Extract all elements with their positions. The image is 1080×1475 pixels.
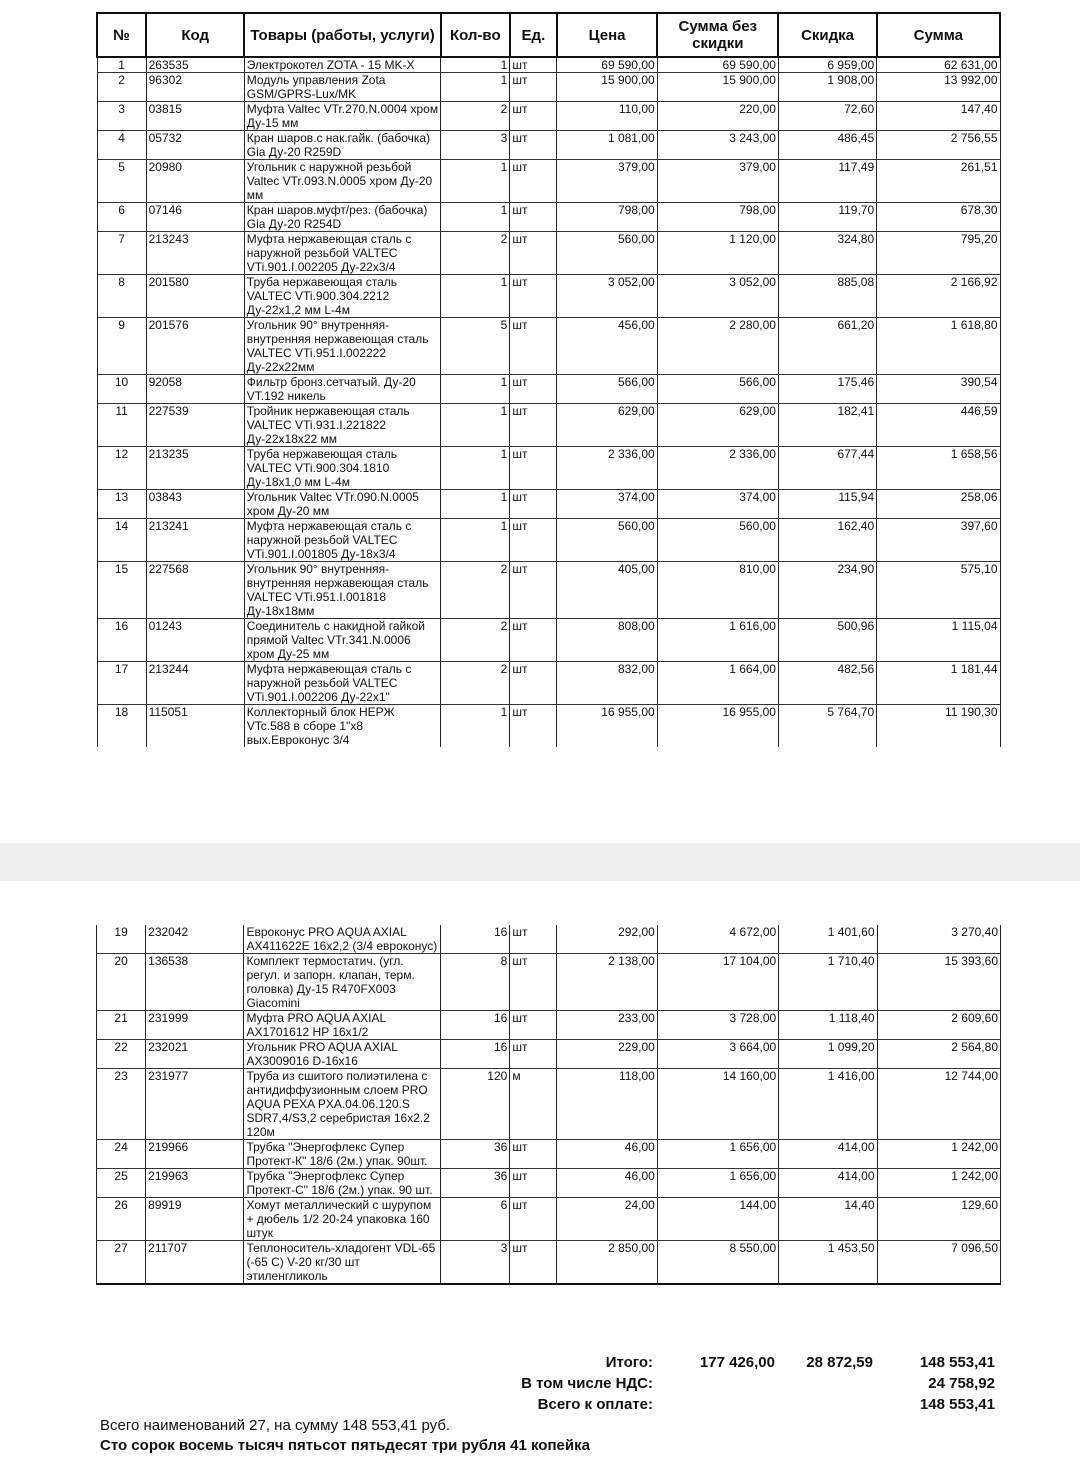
row-discount: 182,41 — [778, 404, 876, 447]
row-sum: 446,59 — [877, 404, 1000, 447]
row-qty: 1 — [441, 490, 510, 519]
row-qty: 16 — [441, 1011, 510, 1040]
table-row — [97, 447, 1000, 490]
table-row — [97, 1241, 1001, 1285]
row-unit: шт — [510, 1040, 557, 1069]
header-goods: Товары (работы, услуги) — [244, 13, 440, 57]
row-code: 219963 — [146, 1169, 244, 1198]
row-discount: 414,00 — [779, 1169, 877, 1198]
row-sum-no-discount: 2 280,00 — [657, 318, 778, 375]
row-unit: шт — [510, 203, 557, 232]
row-name: Коллекторный блок НЕРЖ VTc.588 в сборе 1"x8 вых.Евроконус 3/4 — [244, 705, 440, 748]
row-sum-no-discount: 1 120,00 — [657, 232, 778, 275]
row-number: 18 — [97, 705, 146, 748]
row-sum: 12 744,00 — [877, 1069, 1000, 1140]
row-discount: 486,45 — [778, 131, 876, 160]
row-name: Угольник с наружной резьбой Valtec VTr.093.N.0005 хром Ду-20 мм — [244, 160, 440, 203]
row-qty: 5 — [441, 318, 510, 375]
row-unit: шт — [510, 447, 557, 490]
table-row — [97, 1040, 1001, 1069]
table-header-row — [97, 13, 1000, 57]
totals-row-vat — [0, 1375, 1080, 1395]
row-discount: 1 099,20 — [779, 1040, 877, 1069]
row-sum-no-discount: 17 104,00 — [657, 954, 778, 1011]
row-sum-no-discount: 629,00 — [657, 404, 778, 447]
row-qty: 36 — [441, 1140, 510, 1169]
row-name: Угольник PRO AQUA AXIAL AX3009016 D-16x16 — [244, 1040, 441, 1069]
header-code: Код — [146, 13, 244, 57]
row-sum-no-discount: 16 955,00 — [657, 705, 778, 748]
row-unit: шт — [510, 662, 557, 705]
header-sum: Сумма — [877, 13, 1000, 57]
row-code: 213235 — [146, 447, 244, 490]
row-number: 19 — [97, 925, 146, 954]
row-price: 15 900,00 — [557, 73, 657, 102]
row-sum-no-discount: 566,00 — [657, 375, 778, 404]
row-sum: 2 564,80 — [877, 1040, 1000, 1069]
row-code: 213244 — [146, 662, 244, 705]
vat-label: В том числе НДС: — [521, 1375, 653, 1392]
row-unit: шт — [510, 160, 557, 203]
row-code: 219966 — [146, 1140, 244, 1169]
header-unit: Ед. — [510, 13, 557, 57]
row-unit: шт — [510, 102, 557, 131]
row-code: 231977 — [146, 1069, 244, 1140]
table-row — [97, 1069, 1001, 1140]
row-discount: 1 401,60 — [779, 925, 877, 954]
row-qty: 2 — [441, 619, 510, 662]
row-unit: шт — [510, 375, 557, 404]
table-row — [97, 1169, 1001, 1198]
row-qty: 1 — [441, 375, 510, 404]
row-sum: 2 756,55 — [877, 131, 1000, 160]
row-name: Муфта нержавеющая сталь с наружной резьбой VALTEC VTi.901.I.002205 Ду-22x3/4 — [244, 232, 440, 275]
row-code: 232042 — [146, 925, 244, 954]
pay-value: 148 553,41 — [919, 1396, 995, 1413]
row-unit: шт — [510, 562, 557, 619]
row-name: Модуль управления Zota GSM/GPRS-Lux/MK — [244, 73, 440, 102]
page-separator — [0, 843, 1080, 881]
row-sum-no-discount: 379,00 — [657, 160, 778, 203]
row-name: Угольник Valtec VTr.090.N.0005 хром Ду-20 мм — [244, 490, 440, 519]
table-row — [97, 404, 1000, 447]
row-discount: 175,46 — [778, 375, 876, 404]
row-discount: 677,44 — [778, 447, 876, 490]
row-qty: 3 — [441, 131, 510, 160]
row-qty: 8 — [441, 954, 510, 1011]
row-sum-no-discount: 15 900,00 — [657, 73, 778, 102]
row-sum-no-discount: 2 336,00 — [657, 447, 778, 490]
row-sum-no-discount: 220,00 — [657, 102, 778, 131]
header-discount: Скидка — [778, 13, 876, 57]
table-row — [97, 1198, 1001, 1241]
row-sum-no-discount: 3 728,00 — [657, 1011, 778, 1040]
row-sum-no-discount: 14 160,00 — [657, 1069, 778, 1140]
row-discount: 1 908,00 — [778, 73, 876, 102]
itogo-label: Итого: — [605, 1354, 653, 1371]
row-discount: 234,90 — [778, 562, 876, 619]
row-code: 231999 — [146, 1011, 244, 1040]
row-code: 213241 — [146, 519, 244, 562]
row-name: Муфта PRO AQUA AXIAL AX1701612 HP 16x1/2 — [244, 1011, 441, 1040]
header-number: № — [97, 13, 146, 57]
row-number: 8 — [97, 275, 146, 318]
row-sum: 15 393,60 — [877, 954, 1000, 1011]
row-price: 24,00 — [557, 1198, 657, 1241]
row-number: 6 — [97, 203, 146, 232]
table-row — [97, 562, 1000, 619]
row-sum-no-discount: 1 664,00 — [657, 662, 778, 705]
row-code: 201576 — [146, 318, 244, 375]
row-unit: шт — [510, 404, 557, 447]
row-name: Фильтр бронз.сетчатый. Ду-20 VT.192 никель — [244, 375, 440, 404]
row-price: 629,00 — [557, 404, 657, 447]
row-code: 01243 — [146, 619, 244, 662]
row-qty: 2 — [441, 562, 510, 619]
row-name: Евроконус PRO AQUA AXIAL AX411622E 16x2,2 (3/4 евроконус) — [244, 925, 441, 954]
row-qty: 6 — [441, 1198, 510, 1241]
table-row — [97, 131, 1000, 160]
row-discount: 661,20 — [778, 318, 876, 375]
totals-row-itogo — [0, 1354, 1080, 1374]
row-sum-no-discount: 1 616,00 — [657, 619, 778, 662]
table-row — [97, 203, 1000, 232]
row-number: 9 — [97, 318, 146, 375]
table-row — [97, 1011, 1001, 1040]
row-number: 14 — [97, 519, 146, 562]
row-sum: 2 609,60 — [877, 1011, 1000, 1040]
row-number: 13 — [97, 490, 146, 519]
row-sum: 390,54 — [877, 375, 1000, 404]
row-sum: 129,60 — [877, 1198, 1000, 1241]
row-qty: 2 — [441, 232, 510, 275]
row-qty: 2 — [441, 662, 510, 705]
row-price: 405,00 — [557, 562, 657, 619]
row-number: 3 — [97, 102, 146, 131]
table-row — [97, 73, 1000, 102]
row-code: 201580 — [146, 275, 244, 318]
row-qty: 1 — [441, 73, 510, 102]
row-sum-no-discount: 798,00 — [657, 203, 778, 232]
row-sum: 397,60 — [877, 519, 1000, 562]
row-name: Кран шаров.с нак.гайк. (бабочка) Gia Ду-20 R259D — [244, 131, 440, 160]
row-name: Муфта Valtec VTr.270.N.0004 хром Ду-15 мм — [244, 102, 440, 131]
table-row — [97, 619, 1000, 662]
table-row — [97, 705, 1000, 748]
row-price: 3 052,00 — [557, 275, 657, 318]
row-price: 229,00 — [557, 1040, 657, 1069]
row-name: Муфта нержавеющая сталь с наружной резьбой VALTEC VTi.901.I.001805 Ду-18x3/4 — [244, 519, 440, 562]
table-row — [97, 57, 1000, 73]
row-discount: 1 416,00 — [779, 1069, 877, 1140]
table-row — [97, 160, 1000, 203]
row-name: Угольник 90° внутренняя-внутренняя нержавеющая сталь VALTEC VTi.951.I.001818 Ду-18x18мм — [244, 562, 440, 619]
table-row — [97, 519, 1000, 562]
row-number: 23 — [97, 1069, 146, 1140]
row-price: 110,00 — [557, 102, 657, 131]
row-number: 5 — [97, 160, 146, 203]
row-price: 560,00 — [557, 232, 657, 275]
row-qty: 16 — [441, 1040, 510, 1069]
table-row — [97, 318, 1000, 375]
row-price: 2 336,00 — [557, 447, 657, 490]
row-sum-no-discount: 3 243,00 — [657, 131, 778, 160]
row-discount: 72,60 — [778, 102, 876, 131]
row-number: 10 — [97, 375, 146, 404]
row-sum-no-discount: 144,00 — [657, 1198, 778, 1241]
table-row — [97, 102, 1000, 131]
row-discount: 324,80 — [778, 232, 876, 275]
row-code: 213243 — [146, 232, 244, 275]
itogo-sum: 148 553,41 — [919, 1354, 995, 1371]
row-sum: 1 115,04 — [877, 619, 1000, 662]
row-price: 798,00 — [557, 203, 657, 232]
row-sum: 1 242,00 — [877, 1140, 1000, 1169]
row-name: Комплект термостатич. (угл. регул. и запорн. клапан, терм. головка) Ду-15 R470FX003 Giacomini — [244, 954, 441, 1011]
table-row — [97, 925, 1001, 954]
row-unit: шт — [510, 318, 557, 375]
row-number: 2 — [97, 73, 146, 102]
row-unit: шт — [510, 131, 557, 160]
row-price: 292,00 — [557, 925, 657, 954]
row-qty: 1 — [441, 160, 510, 203]
row-sum-no-discount: 3 052,00 — [657, 275, 778, 318]
row-number: 12 — [97, 447, 146, 490]
row-price: 16 955,00 — [557, 705, 657, 748]
row-sum-no-discount: 1 656,00 — [657, 1169, 778, 1198]
row-unit: м — [510, 1069, 557, 1140]
row-qty: 1 — [441, 57, 510, 73]
row-price: 1 081,00 — [557, 131, 657, 160]
row-number: 17 — [97, 662, 146, 705]
row-code: 263535 — [146, 57, 244, 73]
row-number: 24 — [97, 1140, 146, 1169]
row-code: 20980 — [146, 160, 244, 203]
row-discount: 414,00 — [779, 1140, 877, 1169]
row-code: 07146 — [146, 203, 244, 232]
row-price: 456,00 — [557, 318, 657, 375]
row-code: 115051 — [146, 705, 244, 748]
row-unit: шт — [510, 232, 557, 275]
row-sum: 62 631,00 — [877, 57, 1000, 73]
row-code: 96302 — [146, 73, 244, 102]
row-unit: шт — [510, 275, 557, 318]
row-sum-no-discount: 560,00 — [657, 519, 778, 562]
row-code: 136538 — [146, 954, 244, 1011]
row-code: 211707 — [146, 1241, 244, 1285]
row-price: 2 850,00 — [557, 1241, 657, 1285]
row-qty: 1 — [441, 275, 510, 318]
row-qty: 2 — [441, 102, 510, 131]
row-discount: 1 118,40 — [779, 1011, 877, 1040]
row-unit: шт — [510, 1241, 557, 1285]
row-qty: 1 — [441, 705, 510, 748]
row-unit: шт — [510, 1140, 557, 1169]
row-price: 2 138,00 — [557, 954, 657, 1011]
row-sum: 1 618,80 — [877, 318, 1000, 375]
row-price: 808,00 — [557, 619, 657, 662]
row-discount: 14,40 — [779, 1198, 877, 1241]
vat-value: 24 758,92 — [928, 1375, 995, 1392]
row-price: 379,00 — [557, 160, 657, 203]
row-sum-no-discount: 810,00 — [657, 562, 778, 619]
table-row — [97, 1140, 1001, 1169]
row-sum: 795,20 — [877, 232, 1000, 275]
row-discount: 885,08 — [778, 275, 876, 318]
header-sum-no-discount: Сумма без скидки — [657, 13, 778, 57]
row-sum: 1 658,56 — [877, 447, 1000, 490]
row-number: 27 — [97, 1241, 146, 1285]
row-number: 20 — [97, 954, 146, 1011]
row-number: 1 — [97, 57, 146, 73]
row-number: 25 — [97, 1169, 146, 1198]
row-code: 232021 — [146, 1040, 244, 1069]
row-sum-no-discount: 4 672,00 — [657, 925, 778, 954]
row-sum: 3 270,40 — [877, 925, 1000, 954]
row-sum-no-discount: 1 656,00 — [657, 1140, 778, 1169]
row-number: 7 — [97, 232, 146, 275]
row-code: 03843 — [146, 490, 244, 519]
row-unit: шт — [510, 925, 557, 954]
row-price: 832,00 — [557, 662, 657, 705]
row-number: 15 — [97, 562, 146, 619]
row-name: Труба из сшитого полиэтилена с антидиффузионным слоем PRO AQUA PEXA PXA.04.06.120.S SDR7,4/S3,2 серебристая 16x2.2 120м — [244, 1069, 441, 1140]
row-code: 05732 — [146, 131, 244, 160]
row-price: 69 590,00 — [557, 57, 657, 73]
row-sum: 2 166,92 — [877, 275, 1000, 318]
row-qty: 36 — [441, 1169, 510, 1198]
row-sum: 575,10 — [877, 562, 1000, 619]
row-code: 227539 — [146, 404, 244, 447]
row-name: Хомут металлический с шурупом + дюбель 1/2 20-24 упаковка 160 штук — [244, 1198, 441, 1241]
row-discount: 1 710,40 — [779, 954, 877, 1011]
row-name: Тройник нержавеющая сталь VALTEC VTi.931.I.221822 Ду-22x18x22 мм — [244, 404, 440, 447]
row-sum: 678,30 — [877, 203, 1000, 232]
row-sum: 11 190,30 — [877, 705, 1000, 748]
row-unit: шт — [510, 490, 557, 519]
invoice-table-page-1 — [96, 12, 1001, 747]
header-price: Цена — [557, 13, 657, 57]
row-name: Кран шаров.муфт/рез. (бабочка) Gia Ду-20 R254D — [244, 203, 440, 232]
table-row — [97, 275, 1000, 318]
row-price: 233,00 — [557, 1011, 657, 1040]
row-name: Трубка "Энергофлекс Супер Протект-К" 18/6 (2м.) упак. 90шт. — [244, 1140, 441, 1169]
row-number: 11 — [97, 404, 146, 447]
row-unit: шт — [510, 954, 557, 1011]
row-sum-no-discount: 374,00 — [657, 490, 778, 519]
summary-words-line: Сто сорок восемь тысяч пятьсот пятьдесят три рубля 41 копейка — [100, 1437, 590, 1454]
totals-row-pay — [0, 1396, 1080, 1416]
pay-label: Всего к оплате: — [537, 1396, 653, 1413]
row-unit: шт — [510, 705, 557, 748]
row-discount: 1 453,50 — [779, 1241, 877, 1285]
header-qty: Кол-во — [441, 13, 510, 57]
row-unit: шт — [510, 619, 557, 662]
row-sum-no-discount: 3 664,00 — [657, 1040, 778, 1069]
table-row — [97, 232, 1000, 275]
row-sum-no-discount: 8 550,00 — [657, 1241, 778, 1285]
row-number: 4 — [97, 131, 146, 160]
row-name: Соединитель с накидной гайкой прямой Valtec VTr.341.N.0006 хром Ду-25 мм — [244, 619, 440, 662]
row-number: 22 — [97, 1040, 146, 1069]
table-row — [97, 662, 1000, 705]
row-price: 118,00 — [557, 1069, 657, 1140]
row-sum: 13 992,00 — [877, 73, 1000, 102]
row-name: Теплоноситель-хладогент VDL-65 (-65 C) V-20 кг/30 шт этиленгликоль — [244, 1241, 441, 1285]
itogo-sum-no-discount: 177 426,00 — [699, 1354, 775, 1371]
row-sum: 258,06 — [877, 490, 1000, 519]
row-qty: 3 — [441, 1241, 510, 1285]
row-code: 227568 — [146, 562, 244, 619]
row-unit: шт — [510, 1011, 557, 1040]
row-sum: 147,40 — [877, 102, 1000, 131]
row-discount: 5 764,70 — [778, 705, 876, 748]
table-row — [97, 490, 1000, 519]
table-row — [97, 954, 1001, 1011]
row-discount: 115,94 — [778, 490, 876, 519]
row-number: 16 — [97, 619, 146, 662]
row-discount: 162,40 — [778, 519, 876, 562]
row-name: Труба нержавеющая сталь VALTEC VTi.900.304.2212 Ду-22x1,2 мм L-4м — [244, 275, 440, 318]
row-unit: шт — [510, 1198, 557, 1241]
row-name: Муфта нержавеющая сталь с наружной резьбой VALTEC VTi.901.I.002206 Ду-22x1" — [244, 662, 440, 705]
row-unit: шт — [510, 1169, 557, 1198]
row-discount: 117,49 — [778, 160, 876, 203]
row-sum: 1 181,44 — [877, 662, 1000, 705]
row-number: 21 — [97, 1011, 146, 1040]
row-sum: 1 242,00 — [877, 1169, 1000, 1198]
row-code: 03815 — [146, 102, 244, 131]
row-name: Труба нержавеющая сталь VALTEC VTi.900.304.1810 Ду-18x1,0 мм L-4м — [244, 447, 440, 490]
invoice-table-page-2 — [96, 925, 1001, 1285]
row-sum-no-discount: 69 590,00 — [657, 57, 778, 73]
row-number: 26 — [97, 1198, 146, 1241]
row-name: Трубка "Энергофлекс Супер Протект-С" 18/6 (2м.) упак. 90 шт. — [244, 1169, 441, 1198]
row-code: 89919 — [146, 1198, 244, 1241]
row-qty: 1 — [441, 203, 510, 232]
row-qty: 120 — [441, 1069, 510, 1140]
row-qty: 1 — [441, 404, 510, 447]
row-code: 92058 — [146, 375, 244, 404]
row-name: Угольник 90° внутренняя-внутренняя нержавеющая сталь VALTEC VTi.951.I.002222 Ду-22x22мм — [244, 318, 440, 375]
row-discount: 119,70 — [778, 203, 876, 232]
row-qty: 1 — [441, 519, 510, 562]
row-discount: 6 959,00 — [778, 57, 876, 73]
table-row — [97, 375, 1000, 404]
row-qty: 16 — [441, 925, 510, 954]
row-qty: 1 — [441, 447, 510, 490]
row-price: 560,00 — [557, 519, 657, 562]
row-price: 46,00 — [557, 1169, 657, 1198]
row-price: 46,00 — [557, 1140, 657, 1169]
summary-count-line: Всего наименований 27, на сумму 148 553,41 руб. — [100, 1417, 451, 1434]
row-price: 566,00 — [557, 375, 657, 404]
itogo-discount: 28 872,59 — [806, 1354, 873, 1371]
row-price: 374,00 — [557, 490, 657, 519]
row-unit: шт — [510, 73, 557, 102]
row-unit: шт — [510, 57, 557, 73]
row-sum: 7 096,50 — [877, 1241, 1000, 1285]
row-discount: 500,96 — [778, 619, 876, 662]
row-discount: 482,56 — [778, 662, 876, 705]
row-sum: 261,51 — [877, 160, 1000, 203]
row-unit: шт — [510, 519, 557, 562]
row-name: Электрокотел ZOTA - 15 MK-X — [244, 57, 440, 73]
